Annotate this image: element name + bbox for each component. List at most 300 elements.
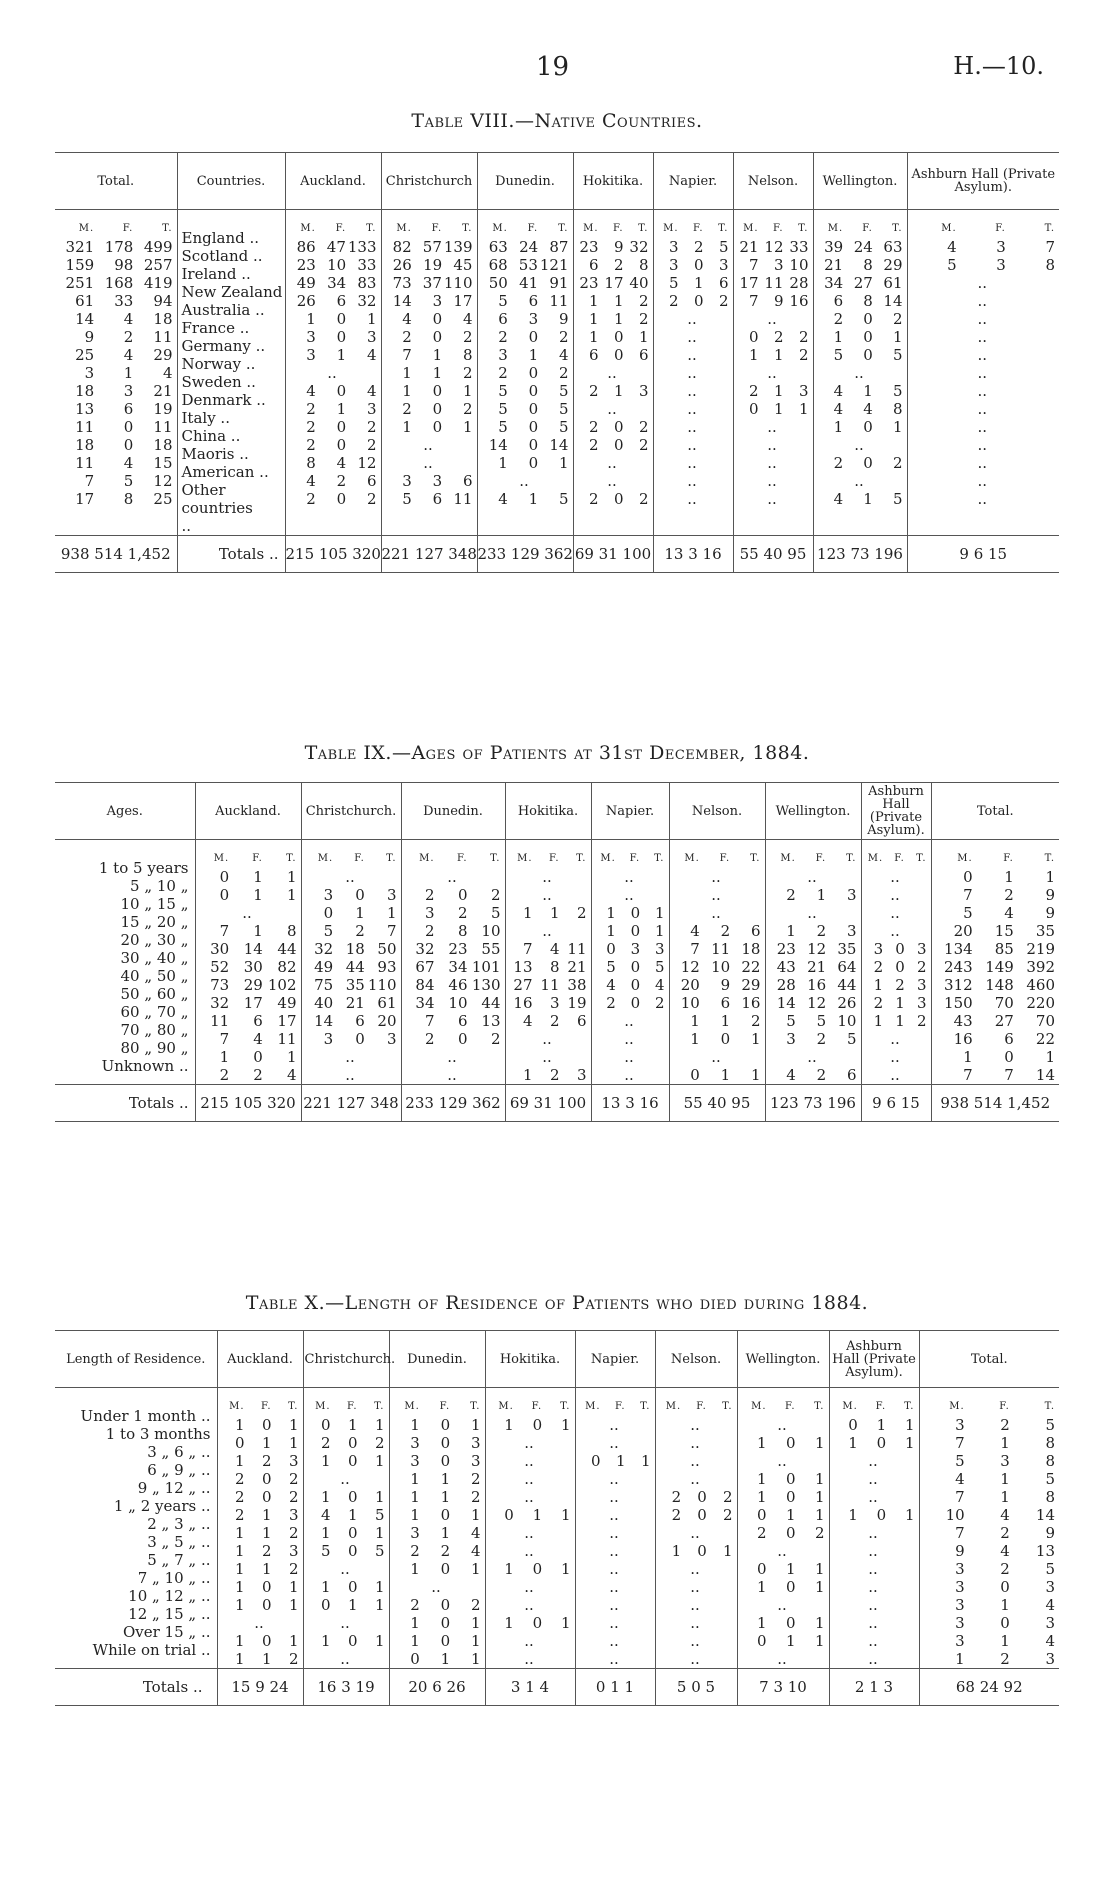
subheader-label: T. [654,853,665,864]
column-napier [591,840,669,1085]
value-cell: 32 [210,994,230,1012]
table-row [390,1578,485,1596]
value-cell [508,1048,535,1066]
value-cell: .. [890,868,900,886]
column-dunedin [389,1388,485,1669]
table-row [814,472,907,490]
value-cell: 0 [590,1452,601,1470]
value-cell [709,1578,735,1596]
value-cell: 20 [680,976,700,994]
table-row [218,1578,303,1596]
value-cell [816,364,846,382]
value-cell [832,1650,860,1668]
value-cell: 43 [776,958,796,976]
value-cell: 2 [588,418,599,436]
value-cell: 1 [785,1560,796,1578]
value-cell: 3 [498,346,508,364]
value-cell: 4 [833,382,844,400]
value-cell: 46 [448,976,468,994]
value-cell: 2 [798,328,809,346]
value-cell [578,1560,603,1578]
value-cell [798,1542,827,1560]
value-cell: 0 [440,1596,451,1614]
mft-subheader [486,1398,575,1416]
value-cell [832,1614,860,1632]
table-row [218,1488,303,1506]
subheader-label: T. [490,853,501,864]
value-cell: .. [609,1434,619,1452]
value-cell [642,1012,666,1030]
value-cell: 0 [261,1596,272,1614]
value-cell: 148 [985,976,1014,994]
header-ashburn-hall: Ashburn Hall (Private Asylum). [829,1331,919,1388]
value-cell [562,922,589,940]
column-christchurch [301,840,401,1085]
value-cell [888,1524,916,1542]
row-label: 10 „ 15 „ [120,895,189,913]
table-row [486,1470,575,1488]
table-row [576,1632,655,1650]
subheader-label: M. [213,853,230,864]
totals-cell: 9 6 15 [907,536,1059,573]
value-cell: .. [447,1066,457,1084]
table-row [908,454,1060,472]
table-row [592,1048,669,1066]
value-cell: 149 [985,958,1014,976]
value-cell: 3 [668,256,679,274]
table-row [734,418,813,436]
subheader-label: F. [696,1401,707,1412]
row-label: 6 „ 9 „ .. [147,1461,211,1479]
value-cell: 12 [807,940,827,958]
value-cell: 1 [261,1506,272,1524]
value-cell [864,1048,886,1066]
table-row [738,1614,829,1632]
table-row [654,310,733,328]
value-cell: .. [345,1048,355,1066]
value-cell: 2 [234,1470,245,1488]
table-row [656,1596,737,1614]
value-cell [656,490,681,508]
table-row [592,958,669,976]
value-cell: 392 [1026,958,1056,976]
value-cell: 4 [306,472,316,490]
value-cell [910,490,959,508]
value-cell: 1 [606,904,616,922]
value-cell: .. [624,886,634,904]
table-row [654,256,733,274]
table-row [814,436,907,454]
table-row [814,400,907,418]
value-cell [910,418,959,436]
value-cell [360,1470,387,1488]
value-cell: 0 [848,1416,858,1434]
table-row [670,994,765,1012]
row-label: France .. [181,319,250,337]
table-row [830,1542,919,1560]
value-cell: 0 [347,1542,358,1560]
value-cell: 2 [410,1542,420,1560]
table-length-of-residence [55,1330,1059,1706]
value-cell: 8 [892,400,903,418]
table-row [920,1650,1060,1668]
value-cell: 4 [955,1470,965,1488]
value-cell: 1 [756,1470,767,1488]
value-cell: 1 [440,1524,451,1542]
value-cell: 1 [814,1632,825,1650]
value-cell: 1 [504,1614,514,1632]
table-row [654,418,733,436]
totals-cell: 7 3 10 [737,1669,829,1706]
value-cell: 75 [314,976,334,994]
table-row [196,1048,301,1066]
value-cell: 5 [892,490,903,508]
table-row [932,886,1060,904]
value-cell [628,1488,653,1506]
value-cell: .. [340,1650,350,1668]
value-cell: 11 [567,940,587,958]
value-cell: .. [977,472,988,490]
value-cell: .. [890,1030,900,1048]
table-row [486,1632,575,1650]
subheader-label: M. [585,1401,601,1412]
subheader-label: F. [354,853,365,864]
value-cell: 0 [336,418,347,436]
column-dunedin [401,840,505,1085]
value-cell: .. [690,1452,700,1470]
value-cell: 5 [718,238,729,256]
totals-cell: 13 3 16 [591,1085,669,1122]
subheader-label: M. [419,853,435,864]
value-cell [910,274,959,292]
value-cell: 32 [415,940,435,958]
value-cell: 0 [528,382,539,400]
value-cell: 1 [833,418,844,436]
subheader-label: F. [260,1401,272,1412]
subheader-label: F. [431,223,443,234]
value-cell [642,1066,666,1084]
value-cell: 0 [347,1524,358,1542]
row-label: 10 „ 12 „ .. [128,1587,211,1605]
value-cell: 11 [210,1012,230,1030]
value-cell: 0 [219,868,230,886]
value-cell [508,1030,535,1048]
value-cell: 39 [824,238,844,256]
value-cell: 2 [1000,1560,1010,1578]
value-cell: 3 [916,976,927,994]
value-cell: 3 [288,1542,299,1560]
value-cell: 0 [532,1560,543,1578]
value-cell [628,1506,653,1524]
table-row [302,976,401,994]
value-cell [1008,310,1057,328]
value-cell: 17 [453,292,473,310]
table-row [402,868,505,886]
value-cell: 0 [756,1632,767,1650]
value-cell: .. [977,400,988,418]
table-row [766,922,861,940]
table-row [814,382,907,400]
value-cell: .. [327,364,337,382]
value-cell: .. [690,1650,700,1668]
value-cell [910,454,959,472]
value-cell: 6 [123,400,134,418]
table-row [304,1452,389,1470]
value-cell: 1 [560,1614,571,1632]
value-cell: .. [609,1506,619,1524]
subheader-label: T. [558,223,569,234]
value-cell: 0 [630,958,641,976]
subheader-label: T. [1044,1401,1056,1412]
value-cell: 1 [261,1434,272,1452]
table-row [862,958,931,976]
table-row [920,1614,1060,1632]
value-cell [658,1416,684,1434]
value-cell [384,454,414,472]
table-row [382,436,477,454]
table-row [862,976,931,994]
value-cell: 40 [629,274,649,292]
value-cell: 0 [336,490,347,508]
table-row [402,1030,505,1048]
value-cell: 29 [883,256,903,274]
subheader-label: T. [374,1401,385,1412]
value-cell: 0 [261,1578,272,1596]
subheader-label: F. [875,1401,887,1412]
value-cell: 4 [1000,1506,1010,1524]
value-cell: 257 [143,256,173,274]
value-cell: 2 [895,976,905,994]
value-cell: 3 [424,904,435,922]
table-row [506,1048,591,1066]
value-cell: 2 [668,292,679,310]
table-row [286,400,381,418]
value-cell: .. [868,1560,878,1578]
value-cell [544,1632,572,1650]
table-row [576,1488,655,1506]
value-cell [832,1452,860,1470]
column-length-of-residence [55,1388,217,1669]
value-cell [672,868,702,886]
value-cell: 1 [504,1560,514,1578]
subheader-label: T. [386,853,397,864]
value-cell: 1 [873,976,884,994]
value-cell: 1 [558,454,569,472]
value-cell [658,1434,684,1452]
value-cell: 3 [916,940,927,958]
table-row [576,1524,655,1542]
value-cell: 3 [798,382,809,400]
value-cell: .. [977,346,988,364]
value-cell: 29 [153,346,173,364]
subheader-label: T. [750,853,761,864]
subheader-label: T. [286,853,297,864]
value-cell: 0 [440,1434,451,1452]
value-cell: 1 [816,886,827,904]
header-hokitika: Hokitika. [505,783,591,840]
row-label: Maoris .. [181,445,249,463]
value-cell [642,1030,666,1048]
value-cell: 5 [374,1542,385,1560]
subheader-label: M. [498,1401,514,1412]
value-cell: 0 [785,1470,796,1488]
value-cell: 3 [955,1596,965,1614]
value-cell [488,1524,516,1542]
row-label: 40 „ 50 „ [120,967,189,985]
table-row [382,454,477,472]
subheader-label: F. [719,853,731,864]
table-row [286,256,381,274]
value-cell: 4 [470,1542,481,1560]
subheader-label: F. [335,223,347,234]
value-cell [740,1650,769,1668]
value-cell: .. [687,400,697,418]
value-cell: 4 [833,490,844,508]
value-cell [488,1596,516,1614]
subheader-label: M. [229,1401,245,1412]
value-cell: 1 [848,1434,858,1452]
value-cell: 0 [748,328,759,346]
value-cell: 16 [807,976,827,994]
table-row [574,292,653,310]
row-label: New Zealand [181,283,283,301]
value-cell: 47 [326,238,346,256]
subheader-label: F. [692,223,704,234]
value-cell: 1 [615,1452,626,1470]
totals-cell: 9 6 15 [861,1085,931,1122]
value-cell: 0 [697,1506,707,1524]
table-row [862,994,931,1012]
value-cell [578,1650,603,1668]
table-row [734,328,813,346]
table-row [55,454,177,472]
value-cell: 0 [320,1416,331,1434]
value-cell: 0 [532,1416,543,1434]
subheader-label: T. [162,223,173,234]
table-row [402,958,505,976]
value-cell: 0 [756,1560,767,1578]
value-cell: 0 [630,922,641,940]
value-cell [907,1030,929,1048]
table-row [908,364,1060,382]
value-cell: 1 [286,1048,297,1066]
value-cell: .. [890,886,900,904]
value-cell: 5 [1045,1560,1056,1578]
table-row [55,364,177,382]
value-cell: 1 [613,310,624,328]
value-cell: 1 [606,922,616,940]
value-cell: 1 [402,382,412,400]
value-cell: 11 [764,274,784,292]
table-row [670,976,765,994]
value-cell [816,472,846,490]
value-cell: 1 [336,400,347,418]
value-cell [832,1560,860,1578]
header-nelson: Nelson. [733,153,813,210]
value-cell: 3 [1045,1578,1056,1596]
value-cell: 5 [892,382,903,400]
value-cell: 1 [693,274,704,292]
subheader-label: F. [999,1401,1010,1412]
value-cell [578,1596,603,1614]
column-nelson [655,1388,737,1669]
value-cell: 3 [323,1030,334,1048]
subheader-label: F. [531,1401,543,1412]
table-row [382,382,477,400]
value-cell [470,868,503,886]
table-row [486,1578,575,1596]
value-cell: .. [447,1048,457,1066]
value-cell: .. [690,1470,700,1488]
value-cell: 2 [613,256,624,274]
value-cell: 0 [261,1488,272,1506]
value-cell: 1 [773,346,784,364]
table-row [656,1560,737,1578]
value-cell: 1 [374,1524,385,1542]
value-cell [488,1470,516,1488]
value-cell: 8 [549,958,560,976]
value-cell: 49 [314,958,334,976]
table-row [574,310,653,328]
table-row [218,1632,303,1650]
table-row [932,940,1060,958]
value-cell: .. [890,1066,900,1084]
subheader-label: T. [846,853,857,864]
table-row [766,976,861,994]
value-cell: 50 [488,274,508,292]
table-row [218,1452,303,1470]
value-cell: 1 [336,346,347,364]
value-cell: 0 [863,418,873,436]
value-cell: 178 [104,238,134,256]
value-cell: 1 [640,1452,651,1470]
value-cell: .. [687,436,697,454]
value-cell: 14 [776,994,796,1012]
subheader-label: F. [862,223,873,234]
table-row [286,454,381,472]
value-cell: 12 [357,454,377,472]
value-cell: 0 [123,436,134,454]
row-label: 7 „ 10 „ .. [137,1569,211,1587]
value-cell: 2 [306,490,316,508]
value-cell: 0 [253,1048,263,1066]
value-cell [832,1632,860,1650]
table-row [862,940,931,958]
column-napier [653,210,733,536]
value-cell: 4 [470,1524,481,1542]
value-cell: 2 [1000,1650,1010,1668]
value-cell: 3 [366,400,377,418]
subheader-label: F. [772,223,784,234]
value-cell: 1 [532,1506,543,1524]
table-row [654,472,733,490]
value-cell: 7 [386,922,397,940]
value-cell [1008,274,1057,292]
value-cell: 6 [846,1066,857,1084]
value-cell: 9 [1045,886,1056,904]
value-cell: 4 [402,310,412,328]
value-cell: .. [977,292,988,310]
subheader-label: T. [1044,223,1056,234]
row-label: 1 to 5 years [98,859,189,877]
value-cell: 9 [720,976,731,994]
value-cell: 6 [576,1012,587,1030]
value-cell: 1 [374,1452,385,1470]
mft-subheader [506,850,591,868]
value-cell: 134 [944,940,973,958]
value-cell: 17 [243,994,263,1012]
header-total: Total. [919,1331,1059,1388]
